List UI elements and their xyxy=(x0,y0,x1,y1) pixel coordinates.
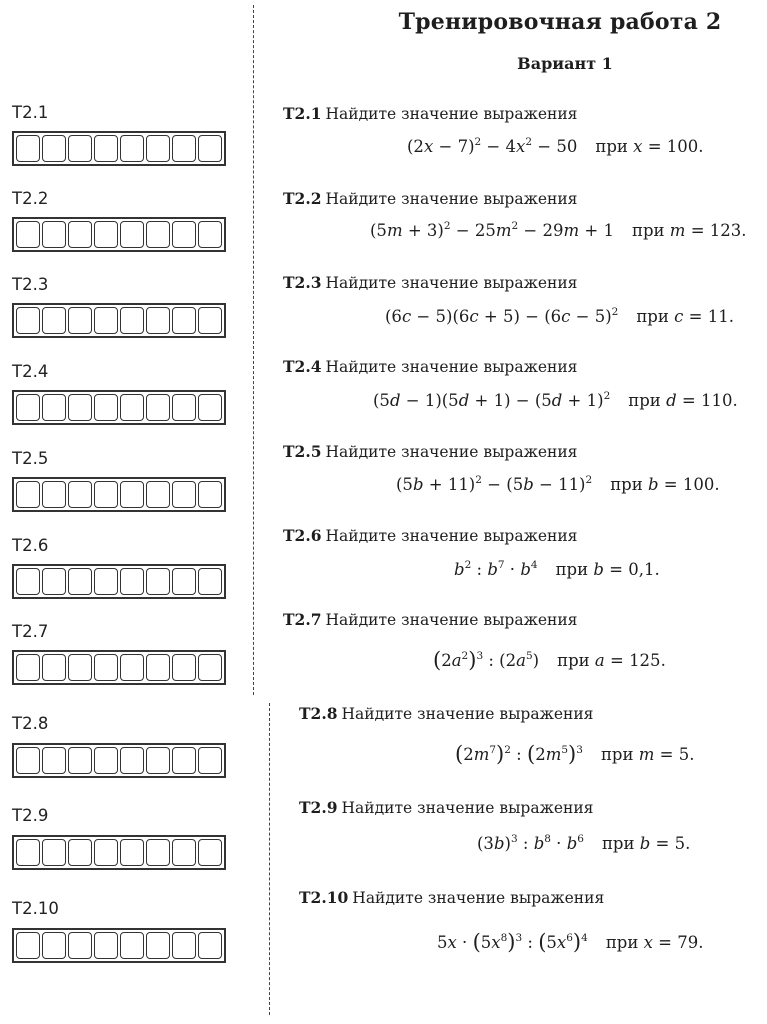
task-expression: $(2m^7)^2$ : $(2m^5)^3$ при m = 5. xyxy=(455,742,695,766)
answer-cell[interactable] xyxy=(198,221,222,248)
answer-cell[interactable] xyxy=(42,839,66,866)
task-heading xyxy=(283,273,577,292)
answer-label: T2.4 xyxy=(12,362,49,381)
task-prompt: Найдите значение выражения xyxy=(325,443,578,461)
task-heading xyxy=(299,798,593,817)
answer-cell[interactable] xyxy=(68,135,92,162)
answer-cell[interactable] xyxy=(146,747,170,774)
answer-cell[interactable] xyxy=(120,654,144,681)
task-heading xyxy=(283,526,577,545)
task-number: T2.10 xyxy=(299,888,349,907)
task-number: T2.9 xyxy=(299,798,338,817)
task-prompt: Найдите значение выражения xyxy=(325,527,578,545)
variable-value: 100 xyxy=(682,475,715,494)
variable-value: 5 xyxy=(674,834,686,853)
answer-cell[interactable] xyxy=(94,307,118,334)
variant-title: Вариант 1 xyxy=(517,54,613,73)
variable-value: 11 xyxy=(707,307,729,326)
variable: x xyxy=(633,137,643,156)
answer-label: T2.1 xyxy=(12,103,49,122)
when-word: при xyxy=(600,745,634,764)
answer-cell[interactable] xyxy=(16,481,40,508)
answer-cell[interactable] xyxy=(16,839,40,866)
answer-cell[interactable] xyxy=(16,307,40,334)
task-expression: $(5m + 3)^2 - 25m^2 - 29m + 1$ при m = 123. xyxy=(370,220,747,240)
answer-cell[interactable] xyxy=(172,307,196,334)
answer-cell[interactable] xyxy=(94,135,118,162)
task-number: T2.5 xyxy=(283,442,322,461)
answer-label: T2.5 xyxy=(12,449,49,468)
when-word: при xyxy=(631,221,665,240)
answer-cell[interactable] xyxy=(120,394,144,421)
answer-cell[interactable] xyxy=(172,932,196,959)
variable: a xyxy=(594,651,605,670)
answer-cell[interactable] xyxy=(42,481,66,508)
variable: d xyxy=(666,391,677,410)
answer-cell[interactable] xyxy=(42,221,66,248)
answer-cell[interactable] xyxy=(172,568,196,595)
task-prompt: Найдите значение выражения xyxy=(325,611,578,629)
task-heading xyxy=(299,704,593,723)
answer-label: T2.3 xyxy=(12,275,49,294)
task-number: T2.1 xyxy=(283,104,322,123)
task-number: T2.6 xyxy=(283,526,322,545)
answer-cell[interactable] xyxy=(120,568,144,595)
answer-cell[interactable] xyxy=(94,839,118,866)
answer-box[interactable] xyxy=(12,477,226,512)
task-expression: $(5b + 11)^2 - (5b - 11)^2$ при b = 100. xyxy=(396,474,720,494)
variable-value: 125 xyxy=(629,651,661,670)
task-prompt: Найдите значение выражения xyxy=(341,799,594,817)
task-expression: $(2x - 7)^2 - 4x^2 - 50$ при x = 100. xyxy=(407,136,704,156)
task-heading xyxy=(283,442,577,461)
answer-cell[interactable] xyxy=(16,221,40,248)
answer-cell[interactable] xyxy=(146,307,170,334)
answer-cell[interactable] xyxy=(94,747,118,774)
answer-cell[interactable] xyxy=(42,747,66,774)
answer-cell[interactable] xyxy=(94,654,118,681)
answer-box[interactable] xyxy=(12,650,226,685)
when-word: при xyxy=(605,933,639,952)
when-word: при xyxy=(557,651,590,670)
answer-cell[interactable] xyxy=(198,394,222,421)
answer-cell[interactable] xyxy=(146,394,170,421)
answer-cell[interactable] xyxy=(42,568,66,595)
answer-box[interactable] xyxy=(12,743,226,778)
task-heading xyxy=(299,888,604,907)
task-heading xyxy=(283,104,577,123)
answer-label: T2.10 xyxy=(12,899,59,918)
answer-label: T2.6 xyxy=(12,536,49,555)
answer-cell[interactable] xyxy=(146,839,170,866)
answer-cell[interactable] xyxy=(172,394,196,421)
answer-cell[interactable] xyxy=(172,747,196,774)
when-word: при xyxy=(636,307,669,326)
answer-cell[interactable] xyxy=(146,932,170,959)
answer-cell[interactable] xyxy=(120,932,144,959)
answer-box[interactable] xyxy=(12,564,226,599)
task-expression: $b^2$ : $b^7 \cdot b^4$ при b = 0,1. xyxy=(454,559,660,579)
answer-cell[interactable] xyxy=(146,221,170,248)
answer-cell[interactable] xyxy=(120,221,144,248)
answer-box[interactable] xyxy=(12,390,226,425)
task-expression: $(5d - 1)(5d + 1) - (5d + 1)^2$ при d = 110. xyxy=(373,390,738,410)
variable-value: 79 xyxy=(677,933,699,952)
answer-cell[interactable] xyxy=(68,839,92,866)
answer-cell[interactable] xyxy=(42,932,66,959)
answer-cell[interactable] xyxy=(16,747,40,774)
answer-cell[interactable] xyxy=(172,481,196,508)
answer-box[interactable] xyxy=(12,217,226,252)
when-word: при xyxy=(601,834,635,853)
when-word: при xyxy=(595,137,628,156)
answer-cell[interactable] xyxy=(146,568,170,595)
task-prompt: Найдите значение выражения xyxy=(325,274,578,292)
answer-label: T2.7 xyxy=(12,622,49,641)
answer-label: T2.8 xyxy=(12,714,49,733)
answer-cell[interactable] xyxy=(120,747,144,774)
answer-cell[interactable] xyxy=(172,135,196,162)
answer-cell[interactable] xyxy=(42,135,66,162)
variable-value: 123 xyxy=(709,221,742,240)
task-number: T2.2 xyxy=(283,189,322,208)
answer-cell[interactable] xyxy=(172,221,196,248)
variable-value: 100 xyxy=(666,137,699,156)
answer-cell[interactable] xyxy=(172,839,196,866)
answer-cell[interactable] xyxy=(16,568,40,595)
task-prompt: Найдите значение выражения xyxy=(325,358,578,376)
answer-cell[interactable] xyxy=(120,135,144,162)
answer-cell[interactable] xyxy=(42,307,66,334)
task-expression: $5x \cdot (5x^8)^3$ : $(5x^6)^4$ при x = 79. xyxy=(437,930,704,954)
task-prompt: Найдите значение выражения xyxy=(352,889,605,907)
answer-cell[interactable] xyxy=(198,568,222,595)
answer-cell[interactable] xyxy=(16,394,40,421)
task-prompt: Найдите значение выражения xyxy=(325,105,578,123)
answer-cell[interactable] xyxy=(68,932,92,959)
answer-box[interactable] xyxy=(12,835,226,870)
answer-cell[interactable] xyxy=(68,221,92,248)
task-heading xyxy=(283,189,577,208)
answer-label: T2.9 xyxy=(12,806,49,825)
variable: m xyxy=(669,221,686,240)
task-prompt: Найдите значение выражения xyxy=(341,705,594,723)
answer-cell[interactable] xyxy=(94,568,118,595)
task-expression: $(3b)^3$ : $b^8 \cdot b^6$ при b = 5. xyxy=(477,833,691,853)
answer-cell[interactable] xyxy=(68,654,92,681)
task-number: T2.4 xyxy=(283,357,322,376)
answer-cell[interactable] xyxy=(120,307,144,334)
answer-cell[interactable] xyxy=(146,654,170,681)
answer-cell[interactable] xyxy=(16,135,40,162)
answer-cell[interactable] xyxy=(68,747,92,774)
answer-cell[interactable] xyxy=(94,394,118,421)
answer-cell[interactable] xyxy=(146,481,170,508)
task-number: T2.7 xyxy=(283,610,322,629)
answer-cell[interactable] xyxy=(198,839,222,866)
answer-cell[interactable] xyxy=(16,932,40,959)
variable-value: 5 xyxy=(678,745,690,764)
task-number: T2.3 xyxy=(283,273,322,292)
answer-cell[interactable] xyxy=(120,481,144,508)
answer-cell[interactable] xyxy=(16,654,40,681)
task-prompt: Найдите значение выражения xyxy=(325,190,578,208)
variable-value: 110 xyxy=(700,391,733,410)
answer-cell[interactable] xyxy=(94,221,118,248)
variable: x xyxy=(643,933,653,952)
answer-cell[interactable] xyxy=(68,307,92,334)
answer-cell[interactable] xyxy=(198,747,222,774)
divider-upper xyxy=(253,5,254,695)
variable: b xyxy=(648,475,659,494)
when-word: при xyxy=(628,391,661,410)
answer-cell[interactable] xyxy=(146,135,170,162)
variable: b xyxy=(639,834,651,853)
task-expression: $(2a^2)^3$ : $(2a^5)$ при a = 125. xyxy=(433,648,666,672)
answer-label: T2.2 xyxy=(12,189,49,208)
answer-cell[interactable] xyxy=(68,481,92,508)
variable: b xyxy=(593,560,604,579)
answer-cell[interactable] xyxy=(68,394,92,421)
when-word: при xyxy=(610,475,643,494)
variable: m xyxy=(638,745,655,764)
answer-cell[interactable] xyxy=(42,654,66,681)
answer-cell[interactable] xyxy=(198,307,222,334)
answer-box[interactable] xyxy=(12,928,226,963)
variable: c xyxy=(674,307,684,326)
answer-cell[interactable] xyxy=(94,932,118,959)
answer-cell[interactable] xyxy=(120,839,144,866)
answer-cell[interactable] xyxy=(198,932,222,959)
task-expression: $(6c - 5)(6c + 5) - (6c - 5)^2$ при c = 11. xyxy=(385,306,734,326)
task-number: T2.8 xyxy=(299,704,338,723)
answer-cell[interactable] xyxy=(172,654,196,681)
answer-cell[interactable] xyxy=(42,394,66,421)
when-word: при xyxy=(555,560,589,579)
answer-box[interactable] xyxy=(12,303,226,338)
answer-cell[interactable] xyxy=(198,135,222,162)
answer-cell[interactable] xyxy=(198,481,222,508)
task-heading xyxy=(283,610,577,629)
answer-cell[interactable] xyxy=(68,568,92,595)
variable-value: 0,1 xyxy=(628,560,655,579)
page-title: Тренировочная работа 2 xyxy=(398,9,722,35)
answer-box[interactable] xyxy=(12,131,226,166)
task-heading xyxy=(283,357,577,376)
answer-cell[interactable] xyxy=(94,481,118,508)
answer-cell[interactable] xyxy=(198,654,222,681)
divider-lower xyxy=(269,703,270,1015)
